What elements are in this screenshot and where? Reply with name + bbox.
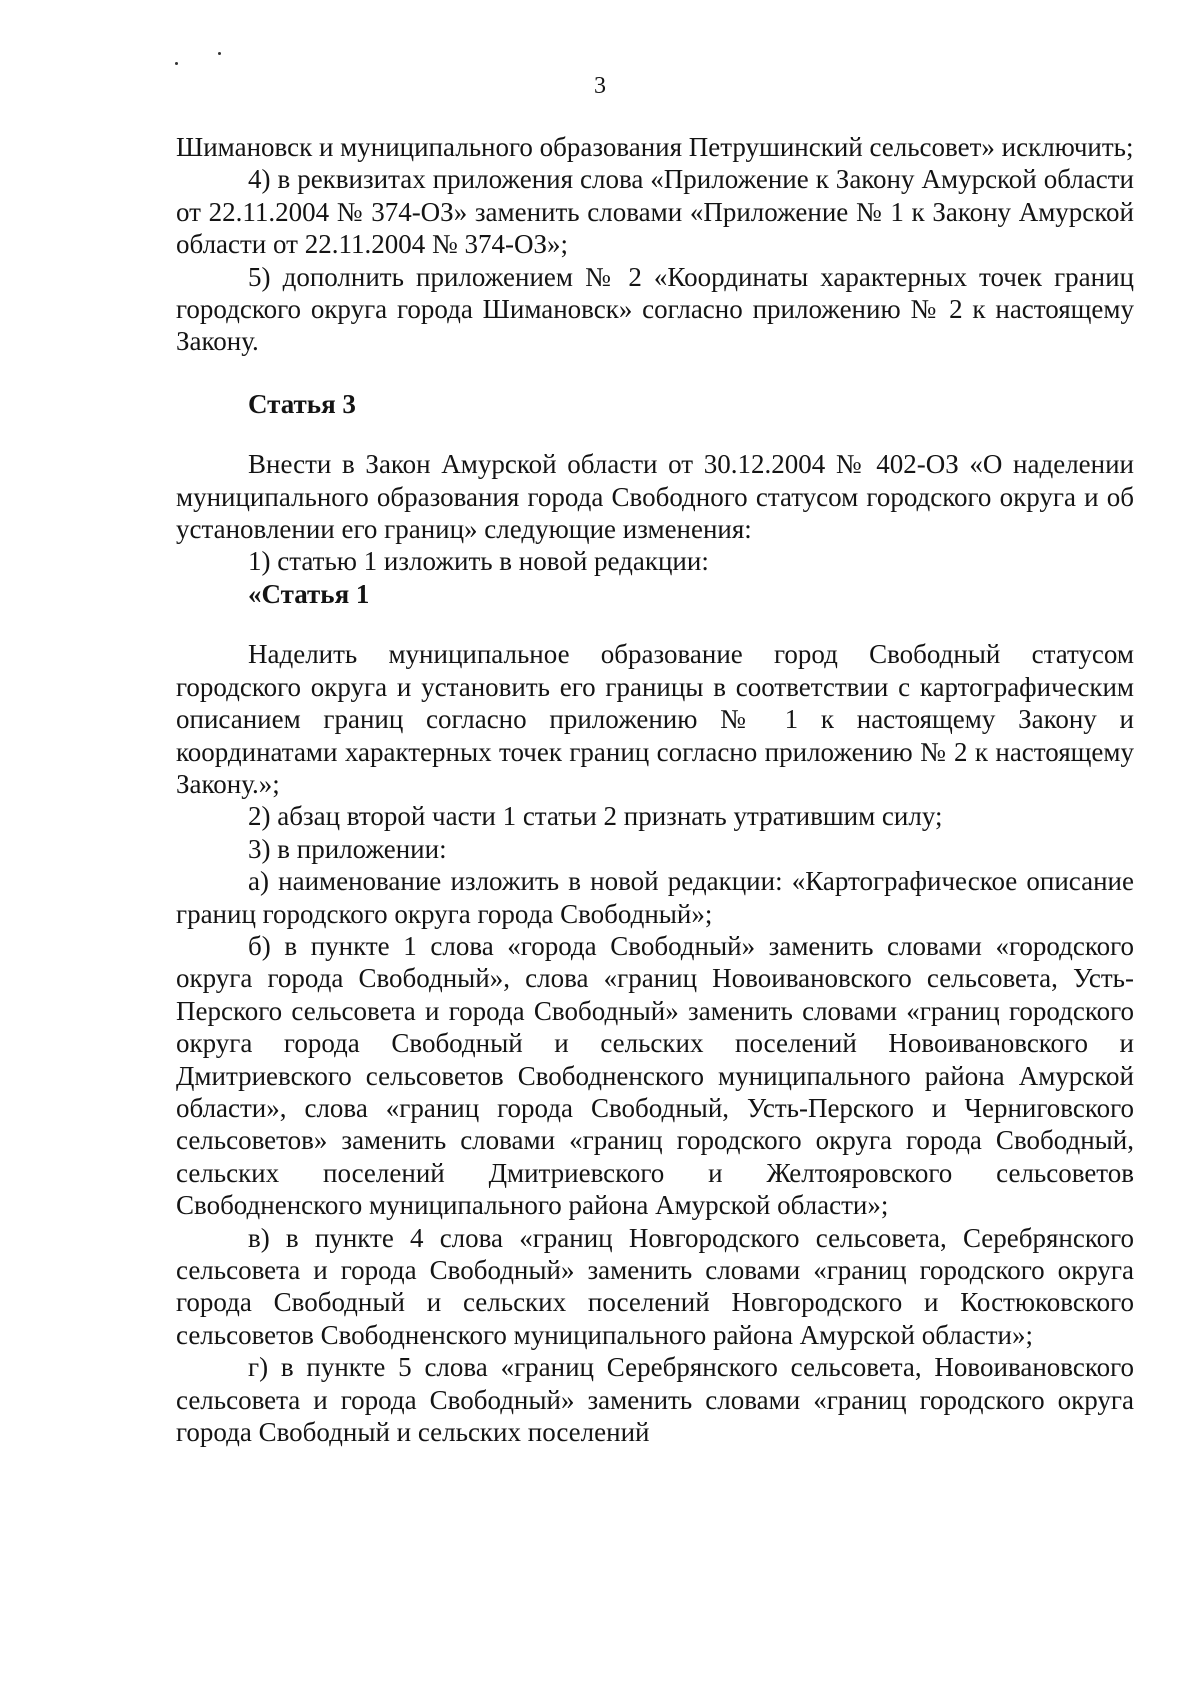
paragraph-subitem-v: в) в пункте 4 слова «границ Новгородского сельсовета, Серебрянского сельсовета и города Свободный» заменить словами «границ городского округа города Свободный и сельских поселений Новгородского и Костюковского сельсоветов Свободненского муниципального района Амурской области»; [176,1222,1134,1350]
paragraph-subitem-a: а) наименование изложить в новой редакции: «Картографическое описание границ городского округа города Свободный»; [176,866,1134,929]
paragraph-subitem-g: г) в пункте 5 слова «границ Серебрянского сельсовета, Новоивановского сельсовета и города Свободный» заменить словами «границ городского округа города Свободный и сельских поселений [176,1352,1134,1448]
article-3-heading: Статья 3 [248,388,356,419]
quoted-article-1-heading: «Статья 1 [248,578,370,609]
paragraph-item-5: 5) дополнить приложением № 2 «Координаты характерных точек границ городского округа города Шимановск» согласно приложению № 2 к настоящему Закону. [176,261,1134,357]
document-body [176,131,1134,1448]
paragraph-item-4: 4) в реквизитах приложения слова «Приложение к Закону Амурской области от 22.11.2004 № 374-ОЗ» заменить словами «Приложение № 1 к Закону Амурской области от 22.11.2004 № 374-ОЗ»; [176,164,1134,260]
paragraph-article-3-intro: Внести в Закон Амурской области от 30.12.2004 № 402-ОЗ «О наделении муниципального образования города Свободного статусом городского округа и об установлении его границ» следующие изменения: [176,449,1134,545]
paragraph-subitem-b: б) в пункте 1 слова «города Свободный» заменить словами «городского округа города Свободный», слова «границ Новоивановского сельсовета, Усть-Перского сельсовета и города Свободный» заменить словами «границ городского округа города Свободный и сельских поселений Новоивановского и Дмитриевского сельсоветов Свободненского муниципального района Амурской области», слова «границ города Свободный, Усть-Перского и Черниговского сельсоветов» заменить словами «границ городского округа города Свободный, сельских поселений Дмитриевского и Желтояровского сельсоветов Свободненского муниципального района Амурской области»; [176,930,1134,1221]
paragraph-continuation: Шимановск и муниципального образования Петрушинский сельсовет» исключить; [176,132,1134,162]
paragraph-item-2: 2) абзац второй части 1 статьи 2 признать утратившим силу; [248,801,943,832]
paragraph-article-1-text: Наделить муниципальное образование город Свободный статусом городского округа и установить его границы в соответствии с картографическим описанием границ согласно приложению № 1 к настоящему Закону и координатами характерных точек границ согласно приложению № 2 к настоящему Закону.»; [176,639,1134,799]
page-number: 3 [594,73,606,99]
paragraph-item-1: 1) статью 1 изложить в новой редакции: [248,546,709,577]
scan-speck [175,62,178,65]
paragraph-item-3: 3) в приложении: [248,833,447,864]
scan-speck [218,52,221,55]
